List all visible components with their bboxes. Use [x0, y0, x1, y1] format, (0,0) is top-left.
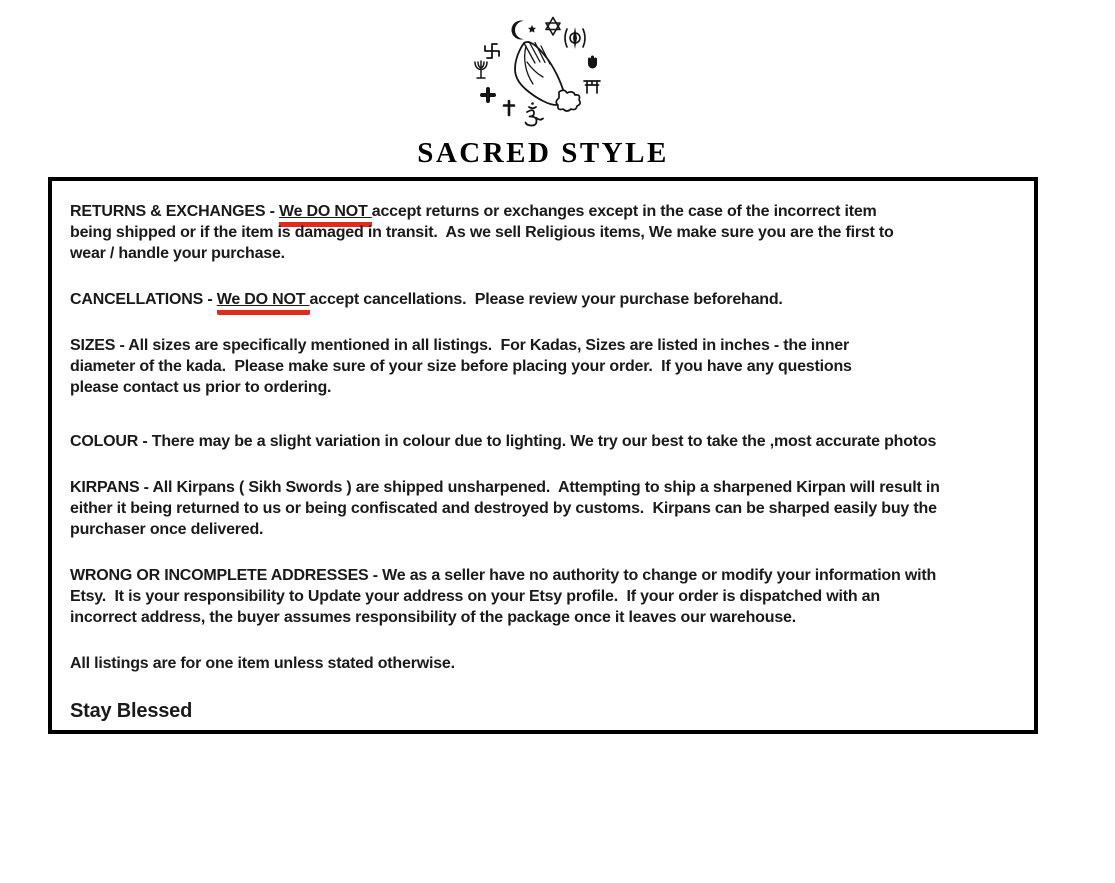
policy-line [70, 201, 1034, 222]
praying-hands-icon [515, 42, 580, 112]
policy-paragraph-addresses [70, 565, 1034, 628]
torii-gate-icon [584, 81, 600, 93]
policy-text-segment: accept cancellations. Please review your purchase beforehand. [309, 291, 783, 308]
red-underlined-phrase: We DO NOT [217, 289, 310, 315]
praying-hands-logo-svg [467, 12, 619, 130]
policy-line: incorrect address, the buyer assumes responsibility of the package once it leaves our warehouse. [70, 609, 796, 626]
crescent-and-star-icon [511, 21, 536, 40]
hamsa-icon [588, 56, 597, 69]
policy-paragraph-cancellations [70, 289, 1034, 310]
policy-line: KIRPANS - All Kirpans ( Sikh Swords ) are shipped unsharpened. Attempting to ship a sharpened Kirpan will result in [70, 479, 940, 496]
policy-paragraph-returns-exchanges [70, 201, 1034, 264]
policy-line: WRONG OR INCOMPLETE ADDRESSES - We as a seller have no authority to change or modify your information with [70, 567, 937, 584]
policy-text-segment: accept returns or exchanges except in the case of the incorrect item [371, 203, 877, 220]
brand-name: SACRED STYLE [417, 137, 669, 169]
policy-line: being shipped or if the item is damaged in transit. As we sell Religious items, We make sure you are the first to [70, 224, 894, 241]
policy-line: All listings are for one item unless stated otherwise. [70, 655, 455, 672]
policy-paragraph-single-item-note [70, 653, 1034, 674]
policy-paragraph-colour [70, 431, 1034, 452]
policy-line [70, 289, 1034, 310]
policy-line: wear / handle your purchase. [70, 245, 285, 262]
cross-pattee-icon [482, 89, 494, 101]
star-of-david-icon [546, 18, 560, 36]
policy-line: either it being returned to us or being confiscated and destroyed by customs. Kirpans can be sharped easily buy the [70, 500, 937, 517]
om-icon [526, 102, 544, 125]
khanda-icon [565, 27, 585, 49]
policy-line: SIZES - All sizes are specifically mentioned in all listings. For Kadas, Sizes are listed in inches - the inner [70, 337, 850, 354]
praying-hands-logo [467, 12, 619, 130]
menorah-icon [475, 61, 487, 78]
brand-header [48, 12, 1038, 170]
latin-cross-icon [504, 101, 514, 115]
policy-text-segment: CANCELLATIONS - [70, 291, 217, 308]
policy-line: please contact us prior to ordering. [70, 379, 332, 396]
policy-line: diameter of the kada. Please make sure of your size before placing your order. If you have any questions [70, 358, 852, 375]
policy-line: Etsy. It is your responsibility to Update your address on your Etsy profile. If your order is dispatched with an [70, 588, 880, 605]
policy-line: purchaser once delivered. [70, 521, 264, 538]
red-underlined-phrase: We DO NOT [279, 201, 372, 227]
policy-line: COLOUR - There may be a slight variation in colour due to lighting. We try our best to take the ,most accurate photos [70, 433, 937, 450]
swastika-icon [485, 44, 499, 58]
policy-text-segment: RETURNS & EXCHANGES - [70, 203, 279, 220]
policy-box [48, 177, 1038, 734]
policy-paragraph-kirpans [70, 477, 1034, 540]
signoff: Stay Blessed [70, 700, 193, 722]
policy-paragraph-sizes [70, 335, 1034, 398]
